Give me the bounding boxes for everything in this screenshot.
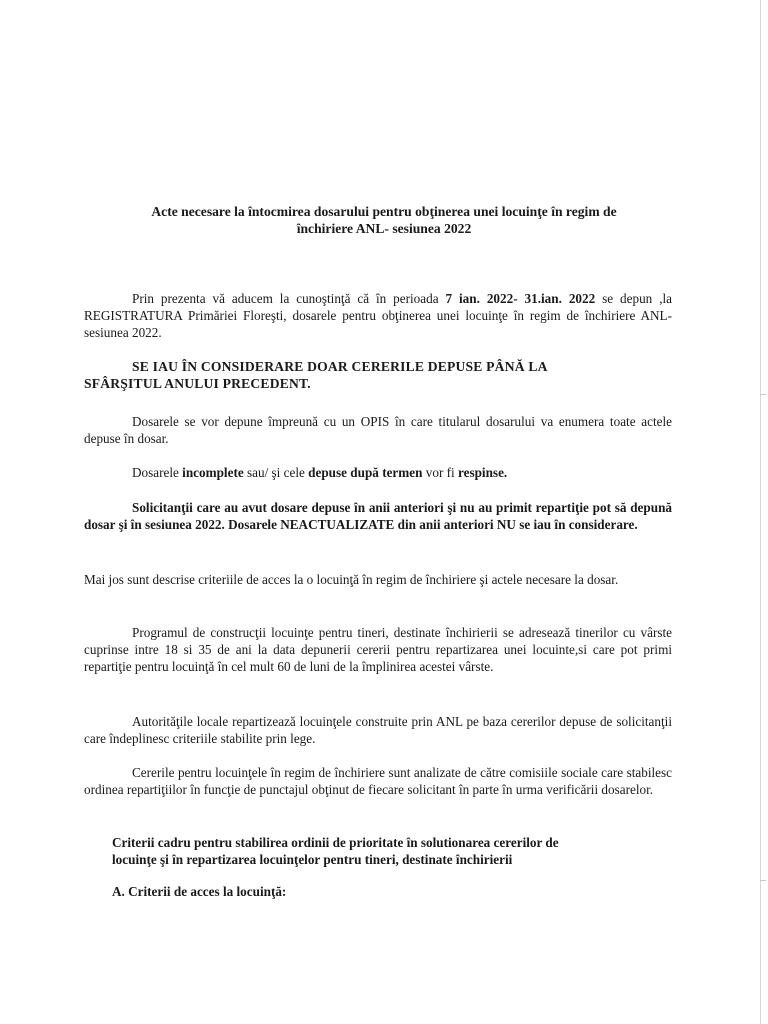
paragraph-opis: Dosarele se vor depune împreună cu un OPIS în care titularul dosarului va enumera toate actele depuse în dosar. xyxy=(84,414,672,446)
paragraph-local-authorities: Autorităţile locale repartizează locuinţele construite prin ANL pe baza cererilor depuse de solicitanţii care îndeplinesc criteriile stabilite prin lege. xyxy=(84,714,672,746)
p4-text-a: Dosarele xyxy=(132,465,183,480)
submission-dates: 7 ian. 2022- 31.ian. 2022 xyxy=(445,291,596,306)
p4-incomplete: incomplete xyxy=(182,465,244,480)
p4-late: depuse după termen xyxy=(308,465,423,480)
criteria-heading xyxy=(112,834,668,868)
p1-text-c: se depun ,la REGISTRATURA Primăriei Floreşti, dosarele pentru obţinerea unei locuinţe în regim de închiriere ANL- sesiunea 2022. xyxy=(84,291,673,340)
page-edge xyxy=(760,0,761,1024)
p4-text-c: sau/ şi cele xyxy=(243,465,309,480)
notice-line-2: SFÂRŞITUL ANULUI PRECEDENT. xyxy=(84,376,311,391)
title-line-2: închiriere ANL- sesiunea 2022 xyxy=(296,221,472,236)
document-title xyxy=(95,203,673,237)
paragraph-previous-applicants: Solicitanţii care au avut dosare depuse în anii anteriori şi nu au primit repartiţie pot să depună dosar şi în sesiunea 2022. Dosarele NEACTUALIZATE din anii anteriori NU se iau în considerare. xyxy=(84,500,672,532)
paragraph-rejected xyxy=(84,464,672,481)
notice-previous-year xyxy=(84,358,672,392)
page-edge-mark xyxy=(760,880,766,881)
p4-text-e: vor fi xyxy=(422,465,458,480)
p1-text-a: Prin prezenta vă aducem la cunoştinţă că în perioada xyxy=(132,291,446,306)
criteria-heading-line-1: Criterii cadru pentru stabilirea ordinii de prioritate în solutionarea cererilor de xyxy=(112,835,559,850)
paragraph-social-commissions: Cererile pentru locuinţele în regim de închiriere sunt analizate de către comisiile sociale care stabilesc ordinea repartiţiilor în funcţie de punctajul obţinut de fiecare solicitant în parte în urma verificării dosarelor. xyxy=(84,765,672,797)
paragraph-program: Programul de construcţii locuinţe pentru tineri, destinate închirierii se adresează tinerilor cu vârste cuprinse intre 18 si 35 de ani la data depunerii cererii pentru repartizarea unei locuinte,si care pot primi repartiţie pentru locuinţă în cel mult 60 de luni de la împlinirea acestei vârste. xyxy=(84,625,672,674)
page-edge-mark xyxy=(760,394,766,395)
p4-rejected: respinse. xyxy=(458,465,508,480)
section-a-heading: A. Criterii de acces la locuinţă: xyxy=(112,884,287,899)
title-line-1: Acte necesare la întocmirea dosarului pentru obţinerea unei locuinţe în regim de xyxy=(151,204,617,219)
criteria-heading-line-2: locuinţe şi în repartizarea locuinţelor pentru tineri, destinate închirierii xyxy=(112,852,513,867)
paragraph-submission-period xyxy=(84,290,672,341)
paragraph-criteria-intro: Mai jos sunt descrise criteriile de acces la o locuinţă în regim de închiriere şi actele necesare la dosar. xyxy=(84,572,619,587)
notice-line-1: SE IAU ÎN CONSIDERARE DOAR CERERILE DEPUSE PÂNĂ LA xyxy=(132,359,548,374)
